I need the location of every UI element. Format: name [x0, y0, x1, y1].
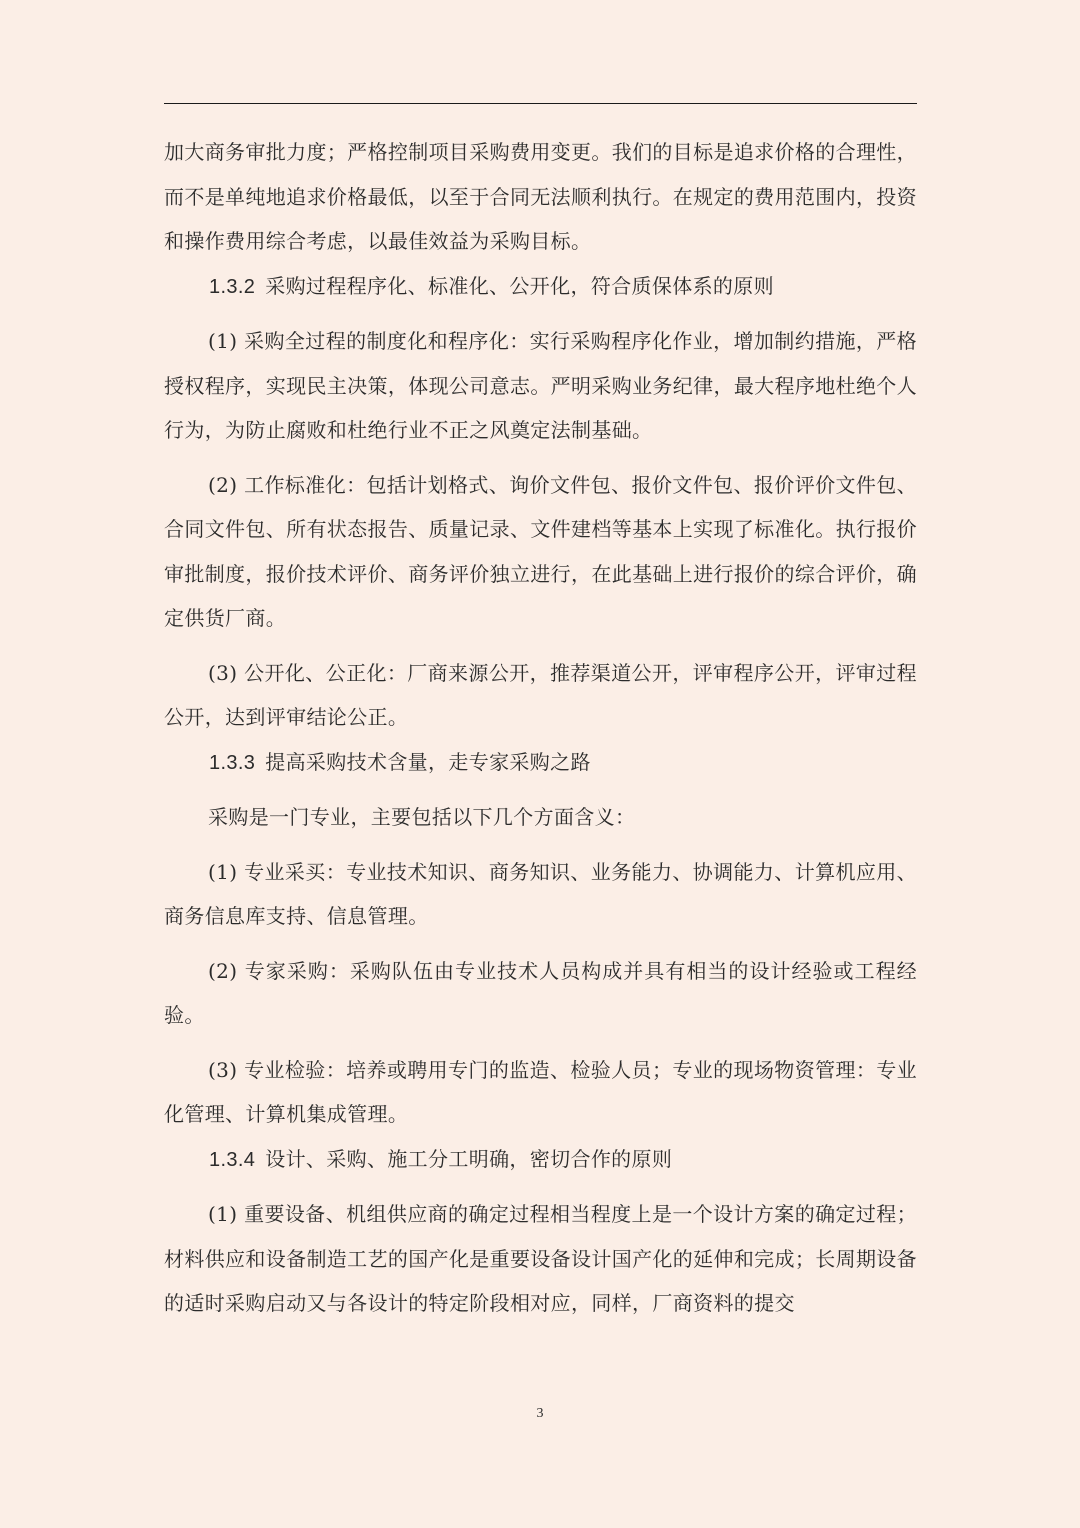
- section-number: 1.3.2: [209, 275, 256, 298]
- section-number: 1.3.4: [209, 1148, 256, 1171]
- paragraph: (1) 专业采买：专业技术知识、商务知识、业务能力、协调能力、计算机应用、商务信息库支持、信息管理。: [164, 859, 917, 928]
- paragraph: (3) 公开化、公正化：厂商来源公开，推荐渠道公开，评审程序公开，评审过程公开，达到评审结论公正。: [164, 660, 917, 729]
- paragraph: (2) 工作标准化：包括计划格式、询价文件包、报价文件包、报价评价文件包、合同文件包、所有状态报告、质量记录、文件建档等基本上实现了标准化。执行报价审批制度，报价技术评价、商务评价独立进行，在此基础上进行报价的综合评价，确定供货厂商。: [164, 472, 917, 630]
- section-title: 提高采购技术含量，走专家采购之路: [265, 749, 591, 774]
- section-heading-1-3-4: [164, 1137, 917, 1183]
- paragraph: 采购是一门专业，主要包括以下几个方面含义：: [208, 805, 636, 829]
- paragraph: 加大商务审批力度；严格控制项目采购费用变更。我们的目标是追求价格的合理性，而不是单纯地追求价格最低，以至于合同无法顺利执行。在规定的费用范围内，投资和操作费用综合考虑，以最佳效益为采购目标。: [164, 140, 917, 253]
- paragraph: (3) 专业检验：培养或聘用专门的监造、检验人员；专业的现场物资管理：专业化管理、计算机集成管理。: [164, 1057, 917, 1126]
- section-heading-1-3-2: [164, 264, 917, 310]
- section-number: 1.3.3: [209, 751, 256, 774]
- header-rule: [164, 103, 917, 104]
- paragraph: (2) 专家采购：采购队伍由专业技术人员构成并具有相当的设计经验或工程经验。: [164, 958, 917, 1027]
- section-heading-1-3-3: [164, 740, 917, 786]
- section-title: 采购过程程序化、标准化、公开化，符合质保体系的原则: [265, 273, 774, 298]
- page-number: 3: [536, 1406, 544, 1421]
- section-title: 设计、采购、施工分工明确，密切合作的原则: [265, 1146, 673, 1171]
- paragraph: (1) 重要设备、机组供应商的确定过程相当程度上是一个设计方案的确定过程；材料供应和设备制造工艺的国产化是重要设备设计国产化的延伸和完成；长周期设备的适时采购启动又与各设计的特定阶段相对应，同样，厂商资料的提交: [164, 1202, 917, 1315]
- paragraph: (1) 采购全过程的制度化和程序化：实行采购程序化作业，增加制约措施，严格授权程序，实现民主决策，体现公司意志。严明采购业务纪律，最大程序地杜绝个人行为，为防止腐败和杜绝行业不正之风奠定法制基础。: [164, 329, 917, 442]
- document-body: [164, 130, 917, 1326]
